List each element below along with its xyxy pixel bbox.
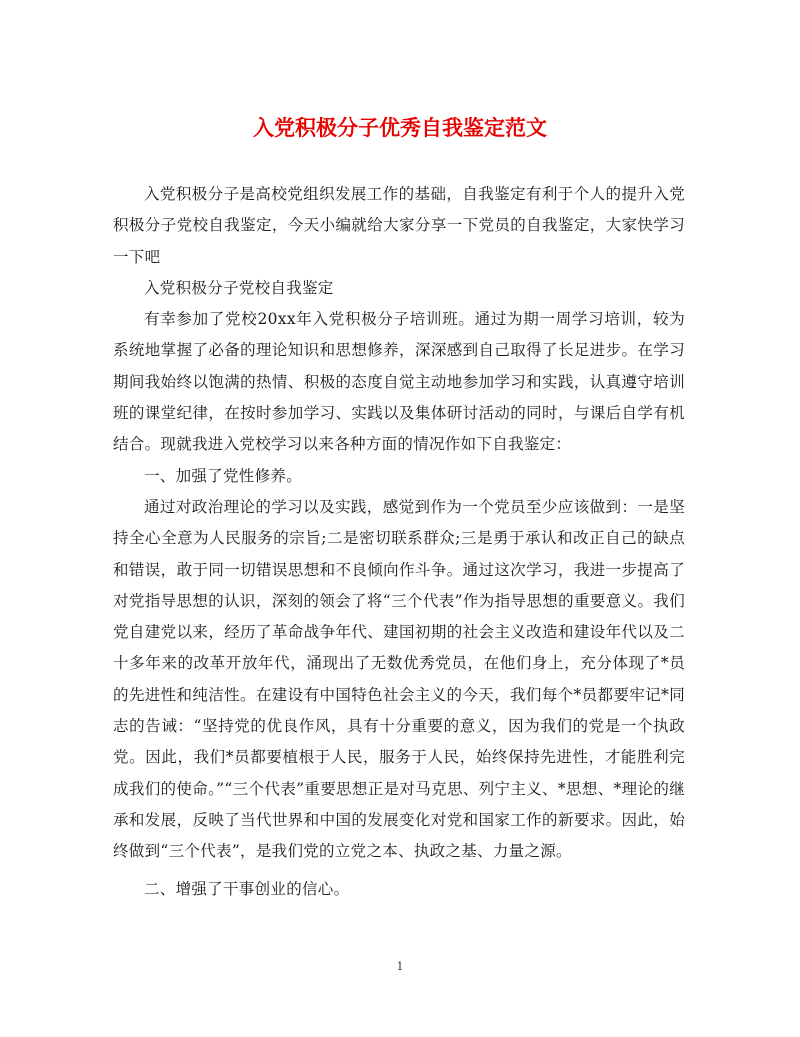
body-paragraph: 通过对政治理论的学习以及实践，感觉到作为一个党员至少应该做到：一是坚持全心全意为人民服务的宗旨;二是密切联系群众;三是勇于承认和改正自己的缺点和错误，敢于同一切错误思想和不良倾向作斗争。通过这次学习，我进一步提高了对党指导思想的认识，深刻的领会了将“三个代表”作为指导思想的重要意义。我们党自建党以来，经历了革命战争年代、建国初期的社会主义改造和建设年代以及二十多年来的改革开放年代，涌现出了无数优秀党员，在他们身上，充分体现了*员的先进性和纯洁性。在建设有中国特色社会主义的今天，我们每个*员都要牢记*同志的告诫：“坚持党的优良作风，具有十分重要的意义，因为我们的党是一个执政党。因此，我们*员都要植根于人民，服务于人民，始终保持先进性，才能胜利完成我们的使命。”“三个代表”重要思想正是对马克思、列宁主义、*思想、*理论的继承和发展，反映了当代世界和中国的发展变化对党和国家工作的新要求。因此，始终做到“三个代表”，是我们党的立党之本、执政之基、力量之源。 xyxy=(113,497,685,861)
body-paragraph: 有幸参加了党校20xx年入党积极分子培训班。通过为期一周学习培训，较为系统地掌握了必备的理论知识和思想修养，深深感到自己取得了长足进步。在学习期间我始终以饱满的热情、积极的态度自觉主动地参加学习和实践，认真遵守培训班的课堂纪律，在按时参加学习、实践以及集体研讨活动的同时，与课后自学有机结合。现就我进入党校学习以来各种方面的情况作如下自我鉴定： xyxy=(113,310,685,454)
section-heading-1: 一、加强了党性修养。 xyxy=(144,466,303,485)
document-title: 入党积极分子优秀自我鉴定范文 xyxy=(253,115,547,140)
intro-paragraph: 入党积极分子是高校党组织发展工作的基础，自我鉴定有利于个人的提升入党积极分子党校自我鉴定，今天小编就给大家分享一下党员的自我鉴定，大家快学习一下吧 xyxy=(113,185,685,266)
section-heading-2: 二、增强了干事创业的信心。 xyxy=(144,879,350,898)
document-body xyxy=(113,179,685,905)
page-number: 1 xyxy=(396,960,404,973)
subheading-paragraph: 入党积极分子党校自我鉴定 xyxy=(144,278,334,297)
